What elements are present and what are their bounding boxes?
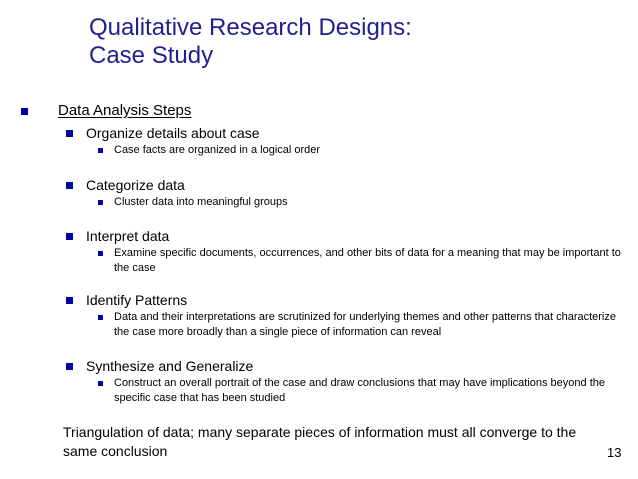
page-number: 13 bbox=[607, 445, 622, 460]
square-bullet-icon bbox=[21, 108, 28, 115]
step-label: Synthesize and Generalize bbox=[86, 358, 254, 374]
square-bullet-icon bbox=[66, 233, 73, 240]
square-bullet-icon bbox=[98, 381, 103, 386]
square-bullet-icon bbox=[98, 200, 103, 205]
step-detail: Examine specific documents, occurrences, and other bits of data for a meaning that may be important to the case bbox=[114, 247, 621, 274]
step-detail: Construct an overall portrait of the case and draw conclusions that may have implications beyond the specific case that has been studied bbox=[114, 377, 605, 404]
square-bullet-icon bbox=[98, 251, 103, 256]
title-line-2: Case Study bbox=[89, 42, 214, 69]
step-label: Organize details about case bbox=[86, 125, 260, 141]
slide-title bbox=[89, 14, 412, 70]
step-detail: Case facts are organized in a logical order bbox=[114, 144, 321, 156]
section-heading: Data Analysis Steps bbox=[58, 102, 192, 119]
step-label: Interpret data bbox=[86, 228, 170, 244]
footer-note: Triangulation of data; many separate pieces of information must all converge to the same conclusion bbox=[63, 424, 577, 459]
square-bullet-icon bbox=[98, 315, 103, 320]
title-line-1: Qualitative Research Designs: bbox=[89, 14, 412, 41]
step-label: Categorize data bbox=[86, 177, 185, 193]
step-detail: Data and their interpretations are scrutinized for underlying themes and other patterns that characterize the case more broadly than a single piece of information can reveal bbox=[114, 311, 616, 338]
step-detail: Cluster data into meaningful groups bbox=[114, 196, 288, 208]
square-bullet-icon bbox=[66, 130, 73, 137]
step-label: Identify Patterns bbox=[86, 292, 188, 308]
square-bullet-icon bbox=[66, 182, 73, 189]
square-bullet-icon bbox=[66, 363, 73, 370]
square-bullet-icon bbox=[66, 297, 73, 304]
square-bullet-icon bbox=[98, 148, 103, 153]
